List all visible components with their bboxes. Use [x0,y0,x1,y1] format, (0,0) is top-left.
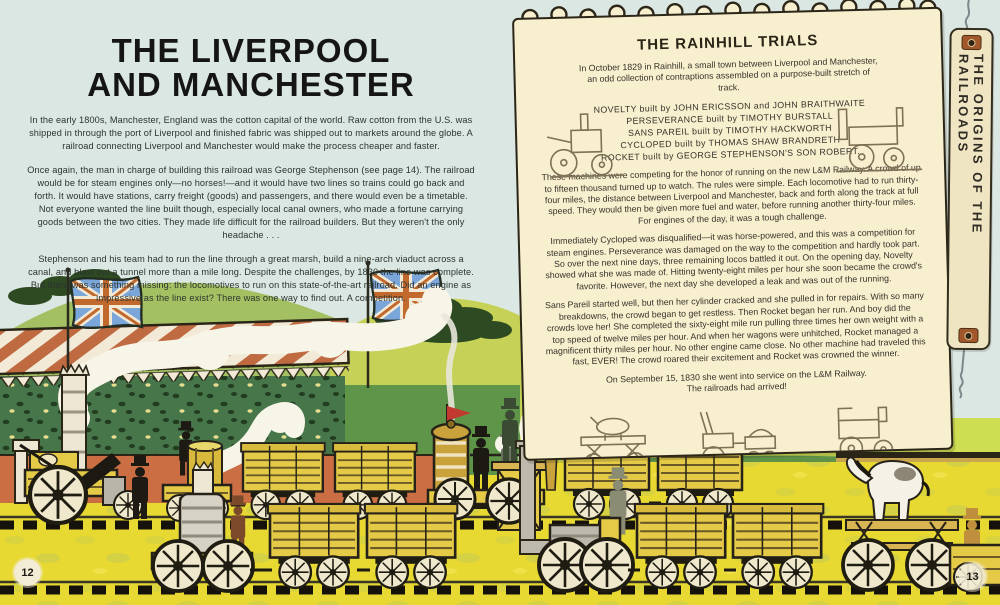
tag-grommet-bottom [958,328,978,343]
page-number-left: 12 [14,559,41,586]
page-number-right: 13 [959,563,986,590]
note-title: THE RAINHILL TRIALS [636,31,819,54]
note-closing: On September 15, 1830 she went into service on the L&M Railway. The railroads had arrived! [605,367,868,394]
page-title-line2: AND MANCHESTER [87,66,415,104]
note-paragraph: These machines were competing for the honor of running on the new L&M Railway. A crowd of up to fifteen thousand turned up to watch. The rules were simple. Each locomotive had to run thirty-four miles, the distance between Liverpool and Manchester, back and forth along the track at full speed. They would then be given more fuel and water, before running another thirty-four miles. For engines of the day, it was a tough challenge. [541,162,921,226]
engine-list-item: CYCLOPED built by THOMAS SHAW BRANDRETH [620,134,841,151]
engine-list-item: SANS PAREIL built by TIMOTHY HACKWORTH [627,122,833,139]
engine-list-item: PERSEVERANCE built by TIMOTHY BURSTALL [626,110,834,127]
left-page-text [26,34,476,305]
note-intro: In October 1829 in Rainhill, a small town between Liverpool and Manchester, an odd collection of contraptions assembled on a purpose-built stretch of track. [578,55,878,93]
rainhill-note-paper [512,7,953,461]
note-paragraph: Immediately Cycloped was disqualified—it was horse-powered, and this was a competition for steam engines. Perseverance was damaged on the way to the competition and hardly took part. So over the next nine days, three remaining locos battled it out. On the opening day, Novelty showed what she was made of. Hitting twenty-eight miles per hour she soon became the crowd's favorite. However, the next day she developed a leak and was out of the running. [545,226,923,292]
note-paragraph: Sans Pareil started well, but then her cylinder cracked and she pulled in for repairs. With so many breakdowns, the crowd began to get restless. Then Rocket began her run. And boy did the crowds love her! She completed the sixty-eight mile run pulling three times her own weight with a top speed of twelve miles per hour. And when her wagons were unhitched, Rocket managed a magnificent thirty miles per hour. No other engine came close. No other machine had traveled this fast, EVER! The crowd roared their excitement and Rocket was crowned the winner. [544,290,926,367]
engine-list-item: ROCKET built by GEORGE STEPHENSON'S SON ROBERT. [600,146,861,163]
body-paragraph: Stephenson and his team had to run the line through a great marsh, build a nine-arch viaduct across a canal, and blast out a tunnel more than a mile long. Despite the challenges, by 1830 the line was complete. But there was something missing: the locomotives to run on this state-of-the-art railroad. Did an engine as impressive as the line exist? There was one way to find out. A competition. [28,253,474,303]
note-paper-sheet [512,7,953,461]
body-paragraph: Once again, the man in charge of building this railroad was George Stephenson (see page 14). The railroad would be for steam engines only—no horses!—and it would have two lines so trains could go back and forth. It would have stations, carry freight (goods) and passengers, and there would even be a timetable. Not everyone wanted the line built though, especially local canal owners, who made a fortune carrying goods between the two cities. They made life difficult for the railroad builders. But they weren't the only headache . . . [27,164,475,240]
tag-grommet-top [961,35,981,50]
engine-list-item: NOVELTY built by JOHN ERICSSON and JOHN BRAITHWAITE [593,98,866,116]
page-title-line1: THE LIVERPOOL [111,32,391,69]
body-paragraph: In the early 1800s, Manchester, England was the cotton capital of the world. Raw cotton from the U.S. was shipped in through the port of Liverpool and finished fabric was shipped out to markets around the globe. A railroad connecting Liverpool and Manchester would make the process cheaper and faster. [29,114,473,151]
page-title [26,34,476,103]
engine-sketch [830,97,926,181]
horse-cart-sketch [572,409,664,461]
chapter-hanging-tag [946,28,993,350]
engine-sketch [536,109,634,189]
rocket-engine-sketch [696,406,802,461]
chapter-title: THE ORIGINS OF THE RAILROADS [955,53,987,235]
